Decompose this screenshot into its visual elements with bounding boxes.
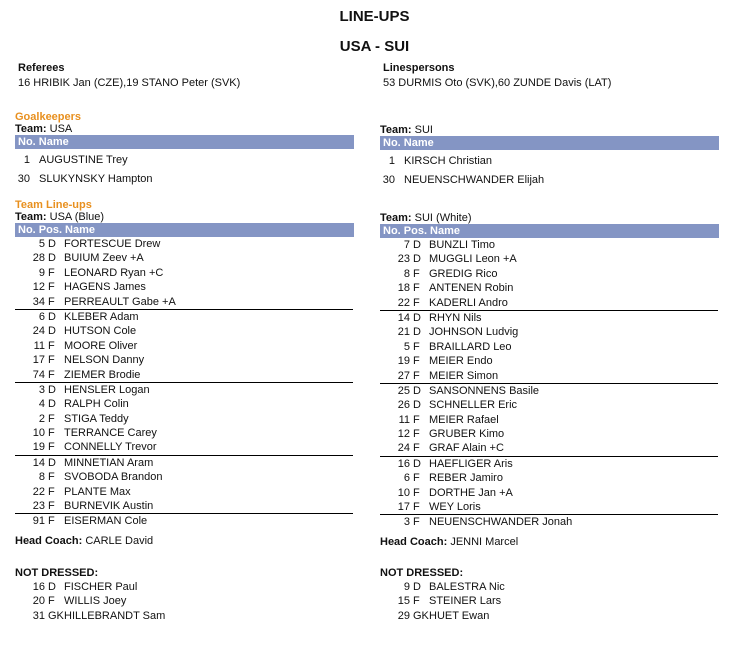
team-line [380,124,720,136]
player-number: 8 [403,267,410,280]
player-name: NEUENSCHWANDER Jonah [429,516,573,529]
player-position: D [48,398,56,411]
player-number: 20 [32,595,45,608]
player-number: 16 [32,581,45,593]
player-number: 27 [397,369,410,382]
not-dressed-row [380,609,720,623]
player-name: BUNZLI Timo [429,239,496,251]
player-row [15,426,353,440]
player-position: D [413,239,421,251]
player-row [15,310,353,324]
player-number: 24 [32,325,45,338]
player-row [380,252,718,266]
player-row [380,238,718,252]
head-coach-value: JENNI Marcel [450,535,519,548]
player-number: 14 [32,456,45,469]
player-row [15,485,353,499]
player-name: BURNEVIK Austin [64,500,154,513]
team-line [15,211,355,223]
line-group [380,457,718,516]
line-group [15,383,353,456]
player-position: F [48,354,55,367]
player-number: 11 [398,413,410,426]
player-name: NELSON Danny [64,354,145,367]
player-name: AUGUSTINE Trey [39,154,128,166]
player-position: D [48,325,56,338]
player-position: F [413,595,420,608]
lineup-away [380,212,720,548]
linespersons-value: 53 DURMIS Oto (SVK),60 ZUNDE Davis (LAT) [383,77,612,89]
player-position: F [48,471,55,484]
player-name: HENSLER Logan [64,383,150,396]
player-number: 3 [403,516,410,529]
player-number: 10 [397,486,410,499]
player-name: FISCHER Paul [64,581,138,593]
player-number: 74 [32,368,45,381]
player-name: BRAILLARD Leo [429,340,512,353]
player-row [380,281,718,295]
player-name: MINNETIAN Aram [64,456,154,469]
player-number: 29 [397,609,410,622]
player-position: F [48,295,55,308]
goalkeepers-header: No. Name [380,136,719,150]
player-row [380,441,718,455]
player-name: GRAF Alain +C [429,442,504,455]
player-row [15,353,353,367]
player-number: 34 [32,295,45,308]
player-number: 16 [397,457,410,470]
player-number: 30 [382,174,395,186]
player-number: 1 [388,155,395,167]
line-group [380,384,718,457]
not-dressed-list [15,580,355,623]
goalkeeper-row [15,170,355,189]
team-lineup-name: USA (Blue) [49,211,105,223]
player-number: 14 [397,311,410,324]
player-number: 4 [38,398,45,411]
player-row [380,398,718,412]
not-dressed-label: NOT DRESSED: [15,567,99,579]
player-name: DORTHE Jan +A [429,486,513,499]
player-number: 15 [397,595,410,608]
lineup-lines [15,237,355,529]
team-name: USA [49,123,73,135]
player-name: WILLIS Joey [64,595,127,608]
player-row [15,280,353,294]
line-group [15,310,353,383]
lineup-home [15,199,355,547]
not-dressed-row [15,609,355,623]
player-name: KADERLI Andro [429,296,508,309]
player-name: HAGENS James [64,281,146,294]
player-row [380,413,718,427]
team-label: Team: [380,212,412,224]
player-number: 23 [397,253,410,266]
head-coach-label: Head Coach: [380,535,448,548]
player-position: F [413,501,420,514]
player-name: REBER Jamiro [429,472,503,485]
player-number: 91 [32,515,45,528]
not-dressed-row [15,594,355,608]
player-name: MOORE Oliver [64,339,138,352]
goalkeepers-header: No. Name [15,135,354,149]
player-name: SCHNELLER Eric [429,399,518,412]
player-position: F [413,486,420,499]
head-coach-label: Head Coach: [15,534,83,547]
line-group [15,237,353,310]
not-dressed-home [15,567,355,623]
line-group [15,456,353,515]
player-position: F [413,282,420,295]
not-dressed-row [15,580,355,594]
player-position: F [413,413,420,426]
head-coach [380,536,720,548]
lineup-header: No. Pos. Name [15,223,354,237]
player-row [15,397,353,411]
player-name: PERREAULT Gabe +A [64,295,176,308]
player-name: HUET Ewan [429,609,490,622]
player-position: D [413,326,421,339]
player-number: 21 [397,326,410,339]
player-position: F [48,412,55,425]
player-name: GREDIG Rico [429,267,498,280]
player-name: NEUENSCHWANDER Elijah [404,174,545,186]
player-name: HAEFLIGER Aris [429,457,513,470]
player-position: GK [413,609,429,622]
player-position: F [413,472,420,485]
player-position: D [48,310,56,323]
not-dressed-label: NOT DRESSED: [380,567,464,579]
player-name: BALESTRA Nic [429,581,505,593]
player-row [380,471,718,485]
player-number: 12 [397,428,410,441]
player-number: 1 [23,154,30,166]
player-number: 9 [403,581,410,593]
player-position: F [413,516,420,529]
line-group [15,514,355,528]
player-number: 22 [32,485,45,498]
player-number: 7 [403,239,410,251]
player-position: F [413,369,420,382]
player-number: 2 [38,412,45,425]
player-number: 22 [397,296,410,309]
player-name: HILLEBRANDT Sam [64,609,166,622]
player-row [15,499,353,513]
player-row [380,267,718,281]
player-name: HUTSON Cole [64,325,137,338]
player-position: F [48,339,55,352]
goalkeepers-home [15,111,355,189]
player-name: GRUBER Kimo [429,428,505,441]
player-row [15,295,353,309]
player-number: 6 [38,310,45,323]
linespersons-block [380,62,720,89]
player-position: D [48,383,56,396]
player-number: 19 [397,355,410,368]
player-number: 5 [403,340,410,353]
player-row [380,369,718,383]
player-name: ZIEMER Brodie [64,368,141,381]
player-position: F [413,267,420,280]
player-position: F [413,428,420,441]
player-name: MEIER Rafael [429,413,499,426]
player-position: D [48,456,56,469]
player-row [380,311,718,325]
player-name: RHYN Nils [429,311,482,324]
player-name: CONNELLY Trevor [64,441,157,454]
player-row [15,470,353,484]
head-coach-value: CARLE David [85,534,154,547]
player-number: 25 [397,384,410,397]
document-title: LINE-UPS [339,8,410,25]
line-group [380,515,720,529]
player-number: 8 [38,471,45,484]
player-position: F [413,340,420,353]
player-name: JOHNSON Ludvig [429,326,519,339]
lineup-header: No. Pos. Name [380,224,719,238]
player-number: 9 [38,266,45,279]
player-position: F [413,442,420,455]
player-number: 6 [403,472,410,485]
player-position: D [413,581,421,593]
team-label: Team: [15,211,47,223]
player-position: F [48,266,55,279]
player-number: 23 [32,500,45,513]
player-number: 19 [32,441,45,454]
player-position: F [48,368,55,381]
player-number: 18 [397,282,410,295]
player-name: SANSONNENS Basile [429,384,540,397]
player-number: 11 [33,339,45,352]
referees-value: 16 HRIBIK Jan (CZE),19 STANO Peter (SVK) [18,77,241,89]
player-position: D [48,581,56,593]
player-row [15,237,353,251]
player-row [380,340,718,354]
team-line [380,212,720,224]
player-row [15,412,353,426]
player-name: PLANTE Max [64,485,131,498]
goalkeeper-row [380,171,720,190]
player-name: ANTENEN Robin [429,282,514,295]
lineups-label: Team Line-ups [15,199,92,211]
team-label: Team: [380,124,412,136]
player-row [380,296,718,310]
player-name: STIGA Teddy [64,412,129,425]
team-name: SUI [414,124,433,136]
player-number: 3 [38,383,45,396]
player-row [15,251,353,265]
player-name: BUIUM Zeev +A [64,252,144,265]
goalkeepers-away [380,124,720,190]
goalkeeper-row [380,152,720,171]
player-position: F [48,281,55,294]
player-row [15,368,353,382]
line-group [380,238,718,311]
player-position: F [48,500,55,513]
player-row [15,266,353,280]
match-title: USA - SUI [339,38,410,55]
player-number: 5 [38,238,45,250]
player-row [15,324,353,338]
player-row [380,427,718,441]
player-position: D [413,399,421,412]
player-row [380,500,718,514]
player-name: FORTESCUE Drew [64,238,161,250]
player-number: 31 [32,609,45,622]
line-group [380,311,718,384]
player-row [380,457,718,471]
player-number: 17 [397,501,410,514]
player-number: 17 [32,354,45,367]
player-row [380,384,718,398]
lineup-lines [380,238,720,530]
player-position: D [413,384,421,397]
team-lineup-name: SUI (White) [414,212,472,224]
linespersons-label: Linespersons [383,62,455,74]
player-name: KIRSCH Christian [404,155,493,167]
player-row [380,325,718,339]
player-name: STEINER Lars [429,595,502,608]
player-position: F [48,485,55,498]
player-name: SLUKYNSKY Hampton [39,173,153,185]
team-label: Team: [15,123,47,135]
not-dressed-away [380,567,720,623]
player-row [15,514,355,528]
player-row [15,339,353,353]
player-name: MEIER Simon [429,369,499,382]
goalkeepers-list [380,152,720,190]
player-name: SVOBODA Brandon [64,471,163,484]
referees-label: Referees [18,62,65,74]
player-number: 10 [32,427,45,440]
player-position: F [48,515,55,528]
head-coach [15,535,355,547]
player-number: 26 [397,399,410,412]
player-name: MEIER Endo [429,355,493,368]
player-position: F [413,355,420,368]
player-number: 24 [397,442,410,455]
player-name: LEONARD Ryan +C [64,266,164,279]
player-name: EISERMAN Cole [64,515,148,528]
player-name: TERRANCE Carey [64,427,157,440]
goalkeepers-label: Goalkeepers [15,111,82,123]
player-position: F [48,441,55,454]
player-row [15,383,353,397]
player-position: F [48,595,55,608]
player-name: RALPH Colin [64,398,129,411]
player-row [15,456,353,470]
player-position: F [413,296,420,309]
player-number: 12 [32,281,45,294]
not-dressed-list [380,580,720,623]
player-row [380,354,718,368]
player-position: D [413,457,421,470]
player-name: MUGGLI Leon +A [429,253,517,266]
goalkeeper-row [15,151,355,170]
player-name: KLEBER Adam [64,310,139,323]
referees-block [15,62,355,89]
player-position: GK [48,609,64,622]
player-position: D [413,253,421,266]
goalkeepers-list [15,151,355,189]
player-row [380,515,720,529]
player-number: 28 [32,252,45,265]
not-dressed-row [380,594,720,608]
player-row [380,486,718,500]
player-name: WEY Loris [429,501,481,514]
player-number: 30 [17,173,30,185]
player-position: F [48,427,55,440]
not-dressed-row [380,580,720,594]
player-row [15,440,353,454]
player-position: D [48,252,56,265]
player-position: D [413,311,421,324]
team-line [15,123,355,135]
player-position: D [48,238,56,250]
